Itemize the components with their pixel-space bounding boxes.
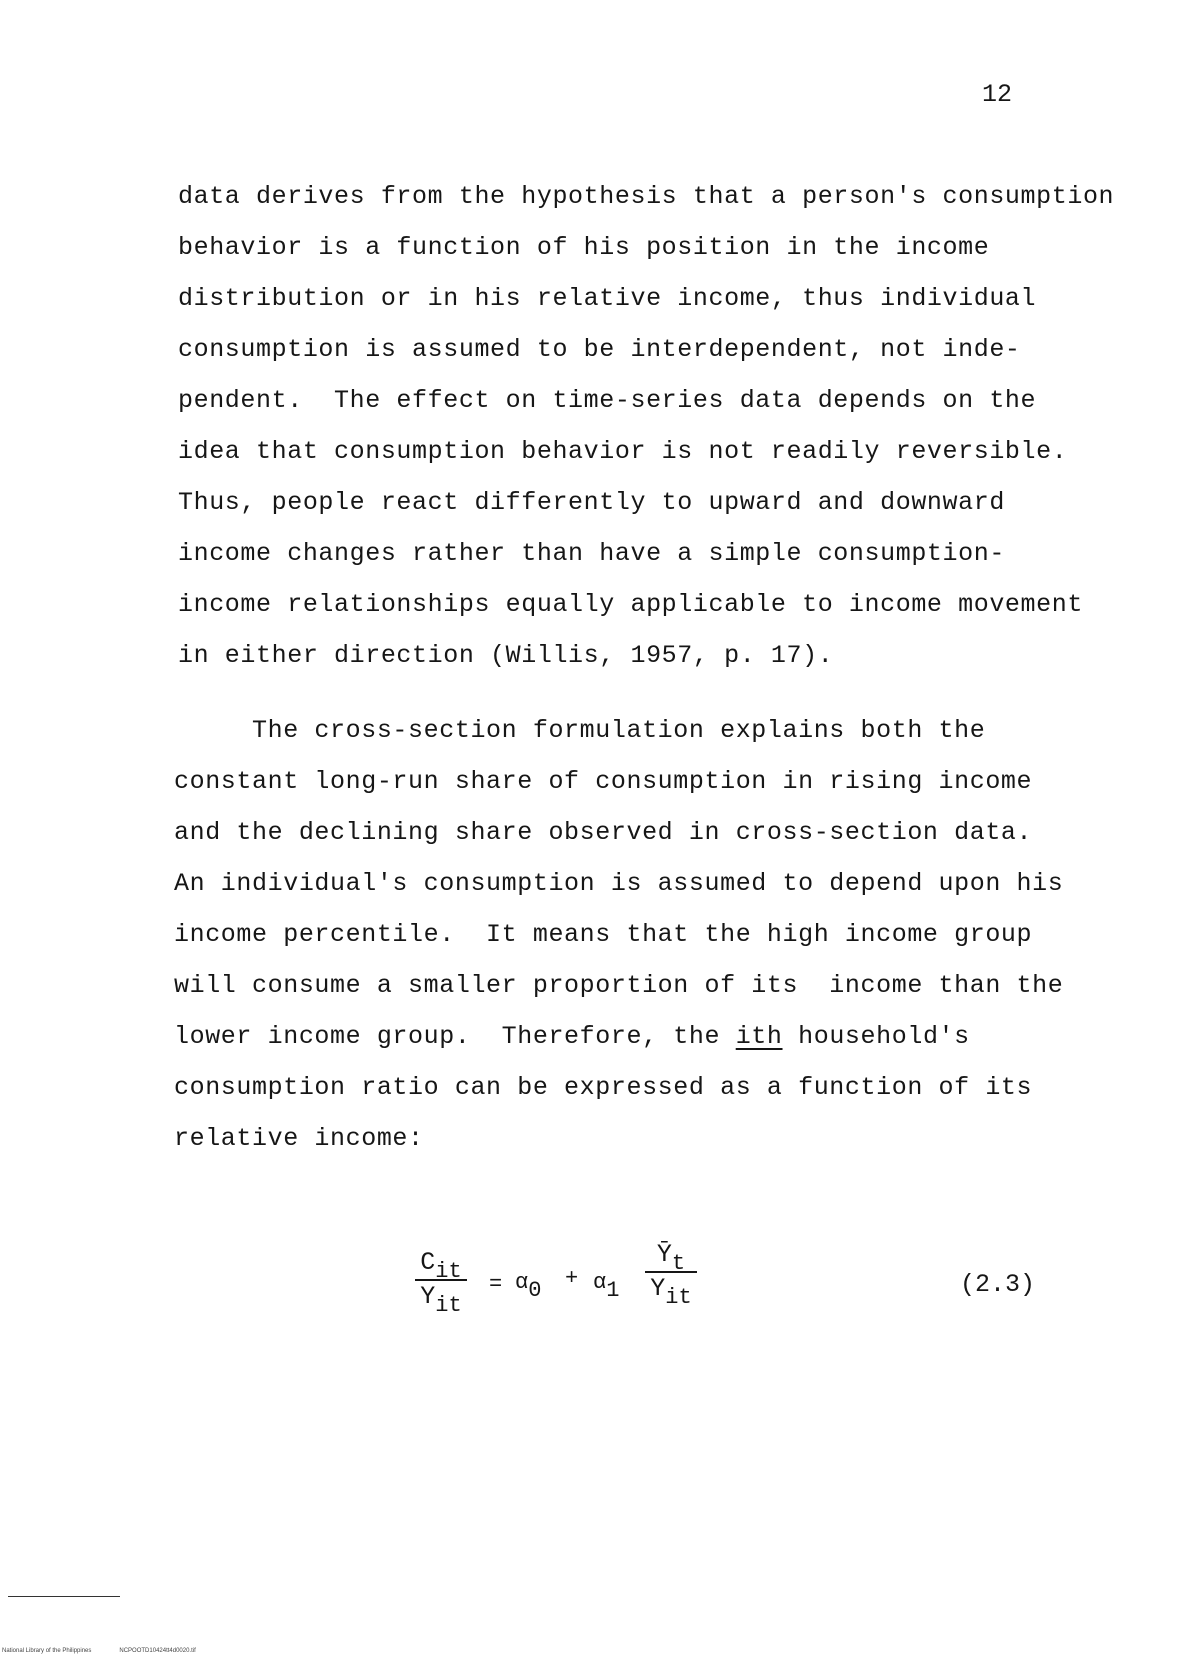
scan-footer [2, 1648, 224, 1654]
footer-rule [8, 1596, 120, 1597]
paragraph2-line-8: consumption ratio can be expressed as a function of its [174, 1073, 1033, 1102]
paragraph2-line-5: income percentile. It means that the high income group [174, 920, 1033, 949]
paragraph1-line-7: Thus, people react differently to upward and downward [178, 488, 1005, 517]
rhs-fraction-bar [645, 1271, 697, 1273]
line-7-before: lower income group. Therefore, the [174, 1022, 736, 1051]
rhs-numerator: Ȳt [656, 1240, 686, 1276]
footer-code: NCPOOTD10424tt4d0020.tif [119, 1648, 196, 1654]
alpha-1: α1 [593, 1270, 620, 1303]
paragraph1-line-1: data derives from the hypothesis that a person's consumption [178, 182, 1115, 211]
rhs-denominator: Yit [650, 1274, 692, 1310]
paragraph2-line-4: An individual's consumption is assumed to depend upon his [174, 869, 1064, 898]
lhs-fraction [415, 1248, 467, 1318]
paragraph1-line-4: consumption is assumed to be interdependent, not inde- [178, 335, 1021, 364]
equals-sign: = [489, 1272, 503, 1297]
page-number: 12 [982, 80, 1013, 109]
footer-library: National Library of the Philippines [2, 1648, 92, 1654]
paragraph2-line-1: The cross-section formulation explains both the [174, 716, 986, 745]
paragraph1-line-5: pendent. The effect on time-series data depends on the [178, 386, 1037, 415]
paragraph2-line-9: relative income: [174, 1124, 424, 1153]
plus-sign: + [565, 1266, 579, 1291]
paragraph1-line-6: idea that consumption behavior is not readily reversible. [178, 437, 1068, 466]
lhs-denominator: Yit [420, 1282, 462, 1318]
paragraph1-line-9: income relationships equally applicable to income movement [178, 590, 1083, 619]
paragraph2-line-3: and the declining share observed in cross-section data. [174, 818, 1033, 847]
paragraph1-line-2: behavior is a function of his position in the income [178, 233, 990, 262]
equation-2-3 [415, 1240, 1035, 1338]
paragraph1-line-10: in either direction (Willis, 1957, p. 17). [178, 641, 834, 670]
rhs-fraction [645, 1240, 697, 1310]
ith-emphasis: ith [735, 1022, 783, 1051]
paragraph2-line-6: will consume a smaller proportion of its income than the [174, 971, 1064, 1000]
line-7-after: household's [782, 1022, 970, 1051]
lhs-numerator: Cit [420, 1248, 462, 1284]
paragraph2-line-2: constant long-run share of consumption in rising income [174, 767, 1033, 796]
paragraph1-line-3: distribution or in his relative income, thus individual [178, 284, 1037, 313]
equation-number: (2.3) [959, 1270, 1035, 1299]
paragraph2-line-7 [174, 1022, 970, 1051]
alpha-0: α0 [515, 1270, 542, 1303]
paragraph1-line-8: income changes rather than have a simple consumption- [178, 539, 1005, 568]
